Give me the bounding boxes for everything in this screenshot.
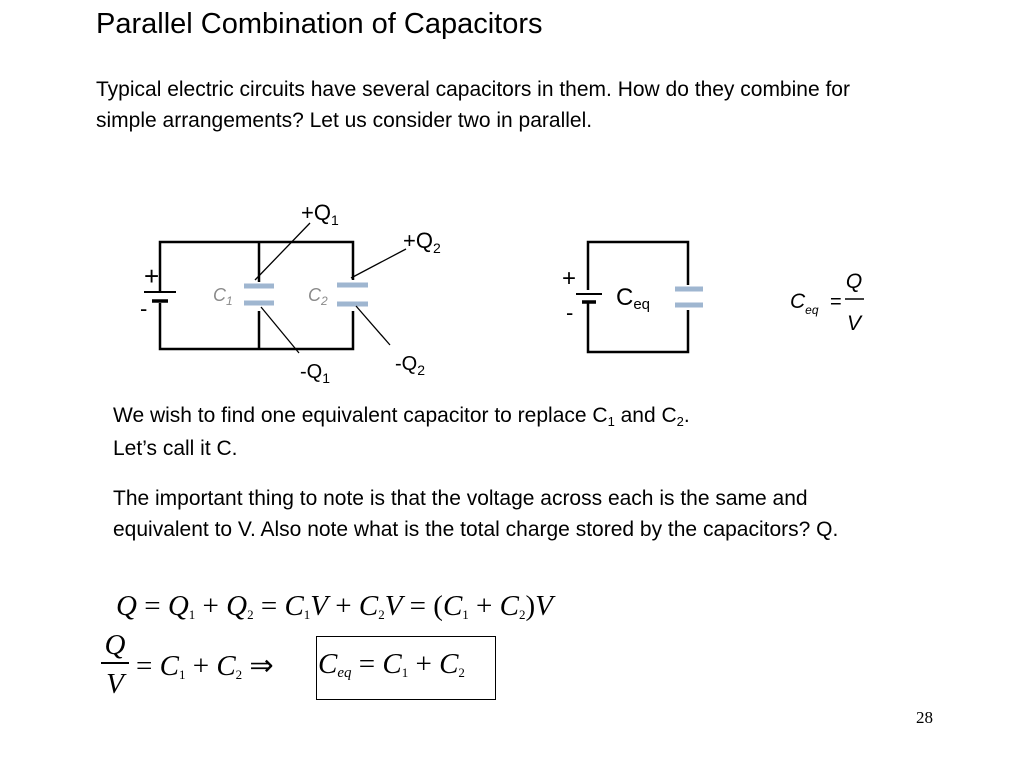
equivalent-battery-minus: - — [566, 300, 574, 325]
battery-minus-label: - — [140, 296, 148, 321]
boxed-result-equation: Ceq = C1 + C2 — [318, 648, 465, 681]
ceq-label: Ceq — [616, 284, 651, 313]
battery-symbol — [144, 292, 176, 301]
ceq-formula — [788, 266, 888, 340]
equivalent-battery-plus: + — [562, 265, 577, 292]
ceq-formula-lhs: $C_{eq}$ — [790, 290, 819, 317]
ceq-formula-numerator: Q — [845, 270, 863, 293]
capacitor-c2 — [337, 285, 368, 304]
capacitance-sum-equation: = C1 + C2 ⇒ — [136, 650, 274, 682]
charge-sum-equation: Q = Q1 + Q2 = C1V + C2V = (C1 + C2)V — [116, 590, 553, 622]
battery-plus-label: + — [144, 261, 160, 291]
equivalent-capacitor-paragraph: We wish to find one equivalent capacitor to replace C1 and C2. Let’s call it C. — [113, 404, 690, 460]
c1-label: $C_1$ — [213, 285, 233, 308]
page-title: Parallel Combination of Capacitors — [96, 8, 543, 40]
c2-label: $C_2$ — [308, 285, 328, 308]
equivalent-circuit-diagram — [556, 230, 726, 370]
ceq-formula-equals: = — [830, 291, 842, 313]
q2-negative-label: $-Q_2$ — [395, 353, 426, 378]
q2-positive-label: $+Q_2$ — [403, 228, 441, 256]
page-number: 28 — [916, 708, 933, 727]
ceq-formula-denominator: V — [846, 312, 862, 335]
equivalent-battery-symbol — [576, 294, 602, 302]
q1-positive-label: $+Q_1$ — [301, 200, 339, 228]
capacitor-c1 — [244, 286, 274, 303]
parallel-circuit-diagram — [120, 195, 470, 395]
q1-negative-label: $-Q_1$ — [300, 361, 331, 386]
q-over-v-fraction: Q V — [100, 628, 130, 704]
intro-paragraph: Typical electric circuits have several capacitors in them. How do they combine for simple arrangements? Let us consider two in parallel. — [96, 78, 850, 132]
voltage-charge-paragraph: The important thing to note is that the voltage across each is the same and equivalent to V. Also note what is the total charge stored by the capacitors? Q. — [113, 487, 839, 541]
capacitor-ceq — [675, 289, 703, 305]
